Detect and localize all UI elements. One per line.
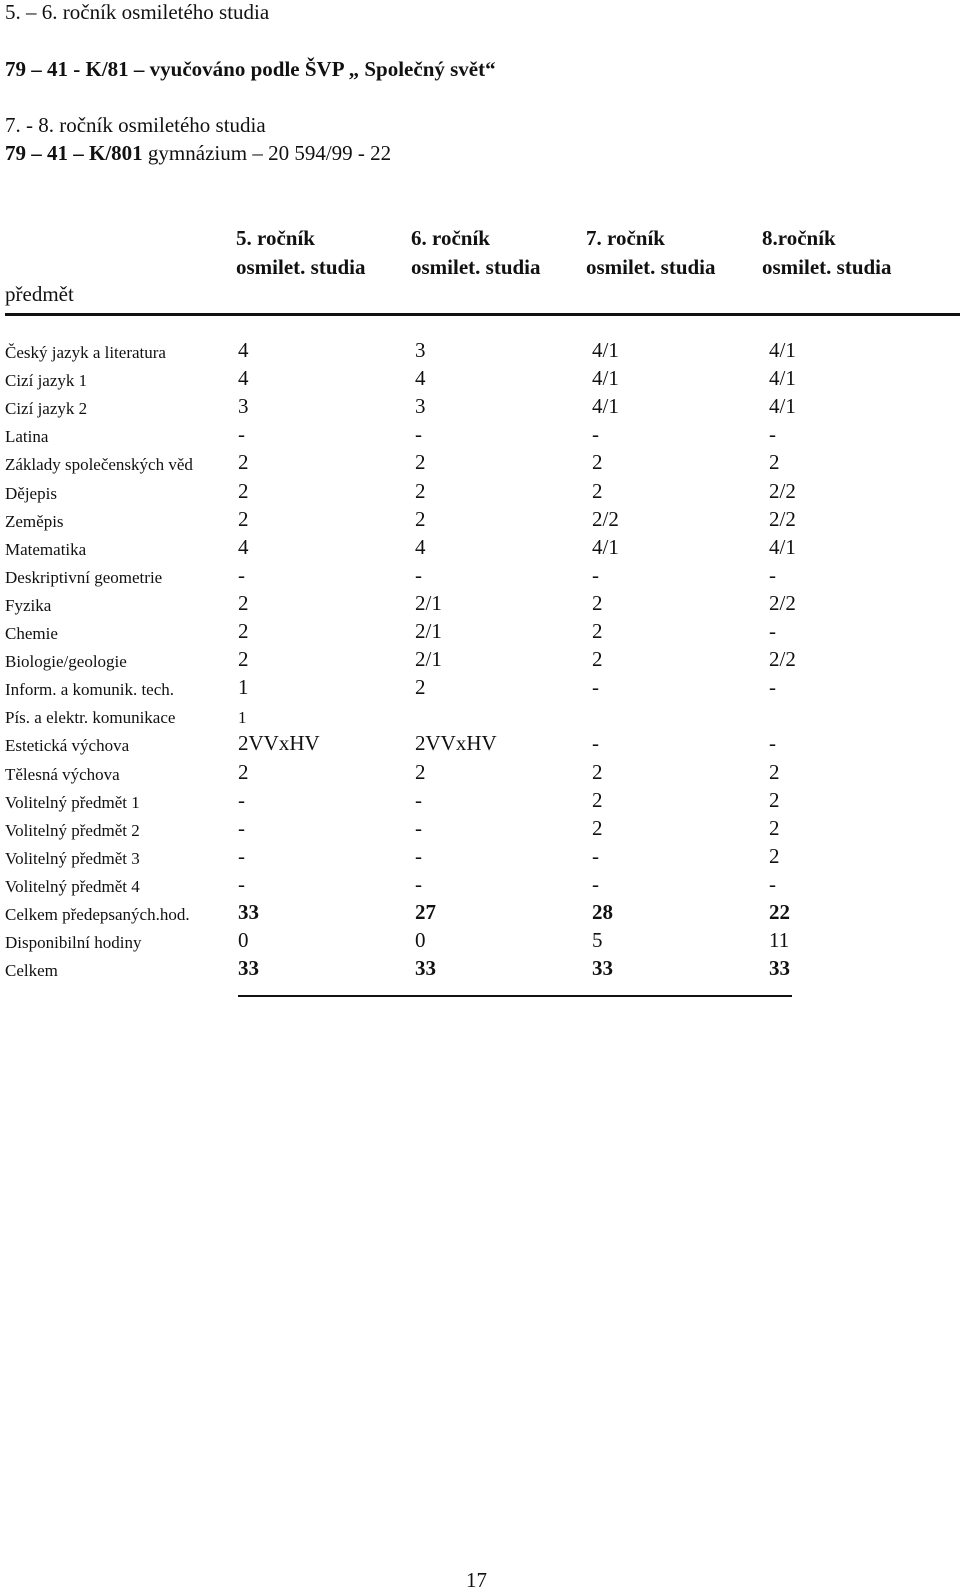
subject-name: Cizí jazyk 1 xyxy=(5,371,88,391)
hours-cell: - xyxy=(238,815,245,840)
hours-cell: - xyxy=(592,422,599,447)
hours-cell: 2 xyxy=(238,478,249,503)
hours-cell: 1 xyxy=(238,675,249,700)
hours-cell: 4 xyxy=(415,366,426,391)
hours-cell: 2 xyxy=(238,759,249,784)
heading-line-2: 79 – 41 - K/81 – vyučováno podle ŠVP „ Společný svět“ xyxy=(5,57,496,81)
hours-cell: - xyxy=(415,562,422,587)
hours-cell: 2 xyxy=(592,619,603,643)
hours-cell: 5 xyxy=(592,928,603,953)
hours-cell: 2 xyxy=(592,478,603,503)
hours-cell: 2 xyxy=(238,450,249,475)
hours-cell: 4/1 xyxy=(769,366,796,391)
subject-name: Volitelný předmět 2 xyxy=(5,820,140,840)
table-row xyxy=(0,363,960,391)
hours-cell: 33 xyxy=(592,956,613,981)
column-header-5: 5. ročník osmilet. studia xyxy=(236,226,366,279)
hours-cell: 2 xyxy=(415,675,426,700)
hours-cell: - xyxy=(415,787,422,812)
table-row xyxy=(0,869,960,897)
hours-cell: - xyxy=(238,843,245,868)
hours-cell: - xyxy=(238,787,245,812)
hours-cell: - xyxy=(238,562,245,587)
hours-cell: 2 xyxy=(769,843,780,868)
table-row xyxy=(0,953,960,981)
table-row xyxy=(0,644,960,672)
subject-name: Volitelný předmět 4 xyxy=(5,876,140,896)
program-code: 79 – 41 – K/801 xyxy=(5,141,143,165)
hours-cell: 4 xyxy=(415,534,426,559)
hours-cell: 2 xyxy=(592,759,603,784)
subject-name: Volitelný předmět 1 xyxy=(5,792,140,812)
hours-cell: 2 xyxy=(415,759,426,784)
hours-cell: 33 xyxy=(238,956,259,981)
table-row xyxy=(0,925,960,953)
hours-cell: - xyxy=(769,871,776,896)
hours-cell: - xyxy=(769,675,776,700)
totals-underline xyxy=(238,995,792,997)
hours-cell: - xyxy=(592,675,599,700)
subject-name: Základy společenských věd xyxy=(5,455,193,475)
hours-cell: 2 xyxy=(592,590,603,615)
subject-name: Cizí jazyk 2 xyxy=(5,399,88,419)
hours-cell: 2 xyxy=(592,815,603,840)
hours-cell: - xyxy=(769,562,776,587)
hours-cell: 2 xyxy=(769,787,780,812)
hours-cell: 3 xyxy=(415,338,426,362)
subject-name: Tělesná výchova xyxy=(5,764,120,784)
hours-cell: - xyxy=(415,871,422,896)
hours-cell: 2 xyxy=(415,450,426,475)
hours-cell: 0 xyxy=(238,928,249,953)
table-row xyxy=(0,757,960,785)
table-row xyxy=(0,700,960,728)
subject-name: Celkem xyxy=(5,961,58,981)
hours-cell: 2 xyxy=(415,506,426,531)
hours-cell: 4/1 xyxy=(769,338,796,362)
hours-cell: 2/2 xyxy=(769,647,796,672)
table-row xyxy=(0,841,960,869)
subject-name: Pís. a elektr. komunikace xyxy=(5,708,176,728)
hours-cell: 2VVxHV xyxy=(415,731,497,756)
subject-name: Celkem předepsaných.hod. xyxy=(5,905,190,924)
subject-name: Volitelný předmět 3 xyxy=(5,848,140,868)
header-rule xyxy=(5,313,960,316)
table-row xyxy=(0,476,960,504)
hours-cell: 4 xyxy=(238,534,249,559)
table-row xyxy=(0,335,960,363)
subject-name: Deskriptivní geometrie xyxy=(5,567,163,587)
hours-cell: 27 xyxy=(415,900,436,924)
subject-name: Chemie xyxy=(5,624,58,643)
hours-cell: - xyxy=(238,871,245,896)
subject-name: Inform. a komunik. tech. xyxy=(5,680,175,700)
hours-cell: 2/2 xyxy=(592,506,619,531)
column-header-6: 6. ročník osmilet. studia xyxy=(411,226,541,279)
hours-cell: 3 xyxy=(238,394,249,419)
column-header-7: 7. ročník osmilet. studia xyxy=(586,226,716,279)
hours-cell: 0 xyxy=(415,928,426,953)
hours-cell: - xyxy=(415,843,422,868)
subject-name: Dějepis xyxy=(5,483,57,503)
table-row xyxy=(0,588,960,616)
table-row xyxy=(0,560,960,588)
hours-cell: 2 xyxy=(238,590,249,615)
hours-cell: 2 xyxy=(238,506,249,531)
table-row xyxy=(0,532,960,560)
hours-cell: 2/1 xyxy=(415,647,442,672)
hours-cell: - xyxy=(769,619,776,643)
table-row xyxy=(0,728,960,756)
hours-cell: 2 xyxy=(769,815,780,840)
hours-cell: 4/1 xyxy=(592,534,619,559)
hours-cell: 2 xyxy=(415,478,426,503)
hours-cell: 2/1 xyxy=(415,619,442,643)
hours-cell: 22 xyxy=(769,900,790,924)
table-row xyxy=(0,813,960,841)
hours-cell: 33 xyxy=(415,956,436,981)
hours-cell: 4/1 xyxy=(769,534,796,559)
hours-cell: 2/2 xyxy=(769,506,796,531)
hours-cell: 1 xyxy=(238,708,247,728)
page-number: 17 xyxy=(466,1568,487,1592)
subject-name: Latina xyxy=(5,427,49,447)
table-row xyxy=(0,616,960,644)
hours-cell: 11 xyxy=(769,928,790,953)
table-row xyxy=(0,504,960,532)
subject-name: Matematika xyxy=(5,539,87,559)
subject-name: Český jazyk a literatura xyxy=(5,343,166,362)
hours-cell: 4 xyxy=(238,338,249,362)
hours-cell: 2/2 xyxy=(769,590,796,615)
hours-cell: - xyxy=(415,422,422,447)
hours-cell: 3 xyxy=(415,394,426,419)
column-header-8: 8.ročník osmilet. studia xyxy=(762,226,892,279)
hours-cell: - xyxy=(238,422,245,447)
hours-cell: 33 xyxy=(769,956,790,981)
table-row xyxy=(0,391,960,419)
hours-cell: 2 xyxy=(238,647,249,672)
heading-line-1: 5. – 6. ročník osmiletého studia xyxy=(5,0,270,24)
hours-cell: 2VVxHV xyxy=(238,731,320,756)
program-description: gymnázium – 20 594/99 - 22 xyxy=(142,141,392,165)
heading-line-3: 7. - 8. ročník osmiletého studia xyxy=(5,113,266,137)
hours-cell: 2 xyxy=(238,619,249,643)
hours-cell: 4/1 xyxy=(769,394,796,419)
hours-cell: - xyxy=(592,871,599,896)
hours-cell: 4 xyxy=(238,366,249,391)
subject-column-header: předmět xyxy=(5,282,74,306)
hours-cell: 2 xyxy=(592,787,603,812)
hours-cell: 2 xyxy=(769,759,780,784)
subject-name: Fyzika xyxy=(5,595,52,615)
subject-name: Zeměpis xyxy=(5,511,64,531)
hours-cell: - xyxy=(592,843,599,868)
hours-cell: - xyxy=(415,815,422,840)
hours-cell: 2 xyxy=(592,450,603,475)
hours-cell: 2 xyxy=(592,647,603,672)
subject-name: Disponibilní hodiny xyxy=(5,933,142,953)
subject-name: Estetická výchova xyxy=(5,736,130,756)
hours-cell: 33 xyxy=(238,900,259,924)
table-row xyxy=(0,897,960,925)
hours-cell: 2/2 xyxy=(769,478,796,503)
heading-line-4 xyxy=(5,141,391,166)
table-row xyxy=(0,447,960,475)
hours-cell: 2/1 xyxy=(415,590,442,615)
hours-cell: 4/1 xyxy=(592,366,619,391)
hours-cell: - xyxy=(769,422,776,447)
subject-name: Biologie/geologie xyxy=(5,652,127,672)
hours-cell: 4/1 xyxy=(592,338,619,362)
hours-cell: 4/1 xyxy=(592,394,619,419)
hours-cell: - xyxy=(592,731,599,756)
hours-cell: 28 xyxy=(592,900,613,924)
hours-cell: - xyxy=(769,731,776,756)
table-row xyxy=(0,419,960,447)
table-row xyxy=(0,785,960,813)
hours-cell: 2 xyxy=(769,450,780,475)
hours-cell: - xyxy=(592,562,599,587)
table-row xyxy=(0,672,960,700)
